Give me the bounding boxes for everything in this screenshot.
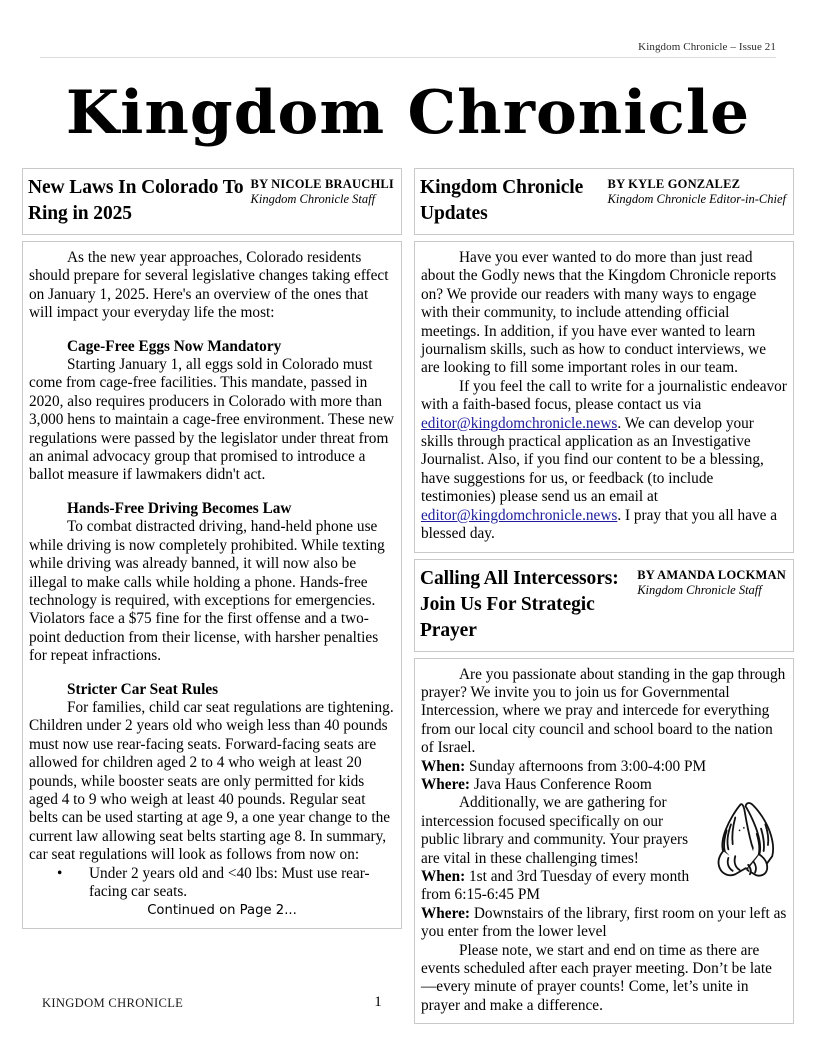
- byline-role: Kingdom Chronicle Editor-in-Chief: [607, 192, 786, 206]
- text-fragment: . I pray that you all have a blessed day.: [421, 506, 778, 543]
- byline-author: BY AMANDA LOCKMAN: [637, 567, 786, 582]
- byline-updates: [602, 175, 786, 207]
- left-column: [22, 168, 402, 929]
- subhead-cage-free: Cage-Free Eggs Now Mandatory: [67, 337, 282, 355]
- header-divider: [40, 57, 776, 58]
- where-value: Downstairs of the library, first room on your left as you enter from the lower level: [421, 904, 787, 941]
- paragraph-spacer: [29, 485, 395, 500]
- list-item: • Under 2 years old and <40 lbs: Must use rear-facing car seats.: [57, 865, 395, 902]
- prayer-when-1: [421, 758, 787, 776]
- lead-paragraph: As the new year approaches, Colorado residents should prepare for several legislative changes taking effect on January 1, 2025. Here's an overview of the ones that will impact your everyday life the most:: [29, 249, 389, 322]
- running-header: [40, 40, 776, 62]
- byline-role: Kingdom Chronicle Staff: [637, 582, 762, 597]
- subhead-hands-free: Hands-Free Driving Becomes Law: [67, 499, 292, 517]
- masthead: [0, 80, 816, 146]
- paragraph-updates-1: Have you ever wanted to do more than just read about the Godly news that the Kingdom Chronicle reports on? We provide our readers with many ways to engage with their community, to include attending official meetings. In addition, if you have ever wanted to learn journalism skills, such as how to conduct interviews, we are looking to fill some important roles in our team.: [421, 249, 777, 377]
- prayer-where-1: [421, 776, 787, 794]
- when-label: When:: [421, 867, 466, 885]
- article-updates-header: [414, 168, 794, 235]
- continued-notice: Continued on Page 2...: [147, 903, 297, 919]
- paragraph-car-seat: For families, child car seat regulations are tightening. Children under 2 years old who weigh less than 40 pounds must now use rear-facing seats. Forward-facing seats are allowed for children aged 2 to 4 who weigh at least 20 pounds, while booster seats are only permitted for kids aged 4 to 9 who weigh at least 40 pounds. Regular seat belts can be used starting at age 9, a one year change to the current law allowing seat belts starting age 8. In summary, car seat regulations will look as follows from now on:: [29, 698, 394, 864]
- running-header-text: Kingdom Chronicle – Issue 21: [638, 41, 776, 53]
- footer-publication: KINGDOM CHRONICLE: [42, 996, 184, 1010]
- byline-intercessors: [637, 566, 786, 598]
- paragraph-prayer-1: Are you passionate about standing in the gap through prayer? We invite you to join us for Governmental Intercession, where we pray and intercede for everything from our local city council and school board to the nation of Israel.: [421, 665, 786, 757]
- byline-new-laws: [245, 175, 394, 207]
- byline-author: BY NICOLE BRAUCHLI: [250, 177, 394, 191]
- footer-page-number: 1: [374, 994, 382, 1010]
- article-title-updates: Kingdom Chronicle Updates: [420, 177, 584, 224]
- car-seat-rules-list: [29, 865, 395, 902]
- paragraph-prayer-3: Please note, we start and end on time as there are events scheduled after each prayer meeting. Don’t be late—every minute of prayer counts! Come, let’s unite in prayer and make a difference.: [421, 941, 772, 1014]
- byline-author: BY KYLE GONZALEZ: [607, 177, 741, 191]
- editor-email-link-1[interactable]: editor@kingdomchronicle.news: [421, 414, 618, 432]
- article-body-updates: [414, 241, 794, 553]
- paragraph-prayer-2: Additionally, we are gathering for intercession focused specifically on our public library and community. Your prayers are vital in these challenging times!: [421, 794, 689, 867]
- text-fragment: If you feel the call to write for a journalistic endeavor with a faith-based focus, please contact us via: [421, 377, 787, 414]
- page-footer: [42, 996, 774, 1016]
- praying-hands-icon: [699, 796, 787, 882]
- paragraph-cage-free: Starting January 1, all eggs sold in Colorado must come from cage-free facilities. This mandate, passed in 2020, also requires producers in Colorado with more than 3,000 hens to maintain a cage-free environment. These new regulations were passed by the legislator under threat from an animal advocacy group that promised to introduce a ballot measure if lawmakers didn't act.: [29, 356, 395, 484]
- article-columns: [22, 168, 794, 1024]
- article-title-new-laws: New Laws In Colorado To Ring in 2025: [28, 177, 244, 224]
- where-value: Java Haus Conference Room: [473, 775, 652, 793]
- paragraph-updates-2: [421, 378, 787, 544]
- article-body-intercessors: [414, 658, 794, 1025]
- paragraph-spacer: [29, 666, 395, 681]
- prayer-where-2: [421, 905, 787, 942]
- where-label: Where:: [421, 775, 470, 793]
- where-label: Where:: [421, 904, 470, 922]
- article-title-intercessors: Calling All Intercessors: Join Us For Strategic Prayer: [420, 567, 619, 641]
- article-new-laws-header: [22, 168, 402, 235]
- masthead-title: Kingdom Chronicle: [65, 78, 751, 148]
- when-value: Sunday afternoons from 3:00-4:00 PM: [469, 757, 707, 775]
- when-label: When:: [421, 757, 466, 775]
- text-fragment: . We can develop your skills through practical application as an Investigative Journalist. Also, if you find our content to be a blessing, have suggestions for us, or feedback (to include testimonies) please send us an email at: [421, 414, 764, 506]
- paragraph-spacer: [29, 323, 395, 338]
- right-column: [414, 168, 794, 1024]
- when-value: 1st and 3rd Tuesday of every month from 6:15-6:45 PM: [421, 867, 690, 904]
- byline-role: Kingdom Chronicle Staff: [250, 192, 376, 206]
- subhead-car-seat: Stricter Car Seat Rules: [67, 680, 219, 698]
- article-body-new-laws: [22, 241, 402, 929]
- paragraph-hands-free: To combat distracted driving, hand-held phone use while driving is now completely prohibited. While texting while driving was already banned, it will now also be illegal to make calls while holding a phone. Hands-free technology is required, with exceptions for emergencies. Violators face a $75 fine for the first offense and a two-point deduction from their license, with harsher penalties for repeat infractions.: [29, 518, 385, 665]
- article-intercessors-header: [414, 559, 794, 652]
- editor-email-link-2[interactable]: editor@kingdomchronicle.news: [421, 506, 618, 524]
